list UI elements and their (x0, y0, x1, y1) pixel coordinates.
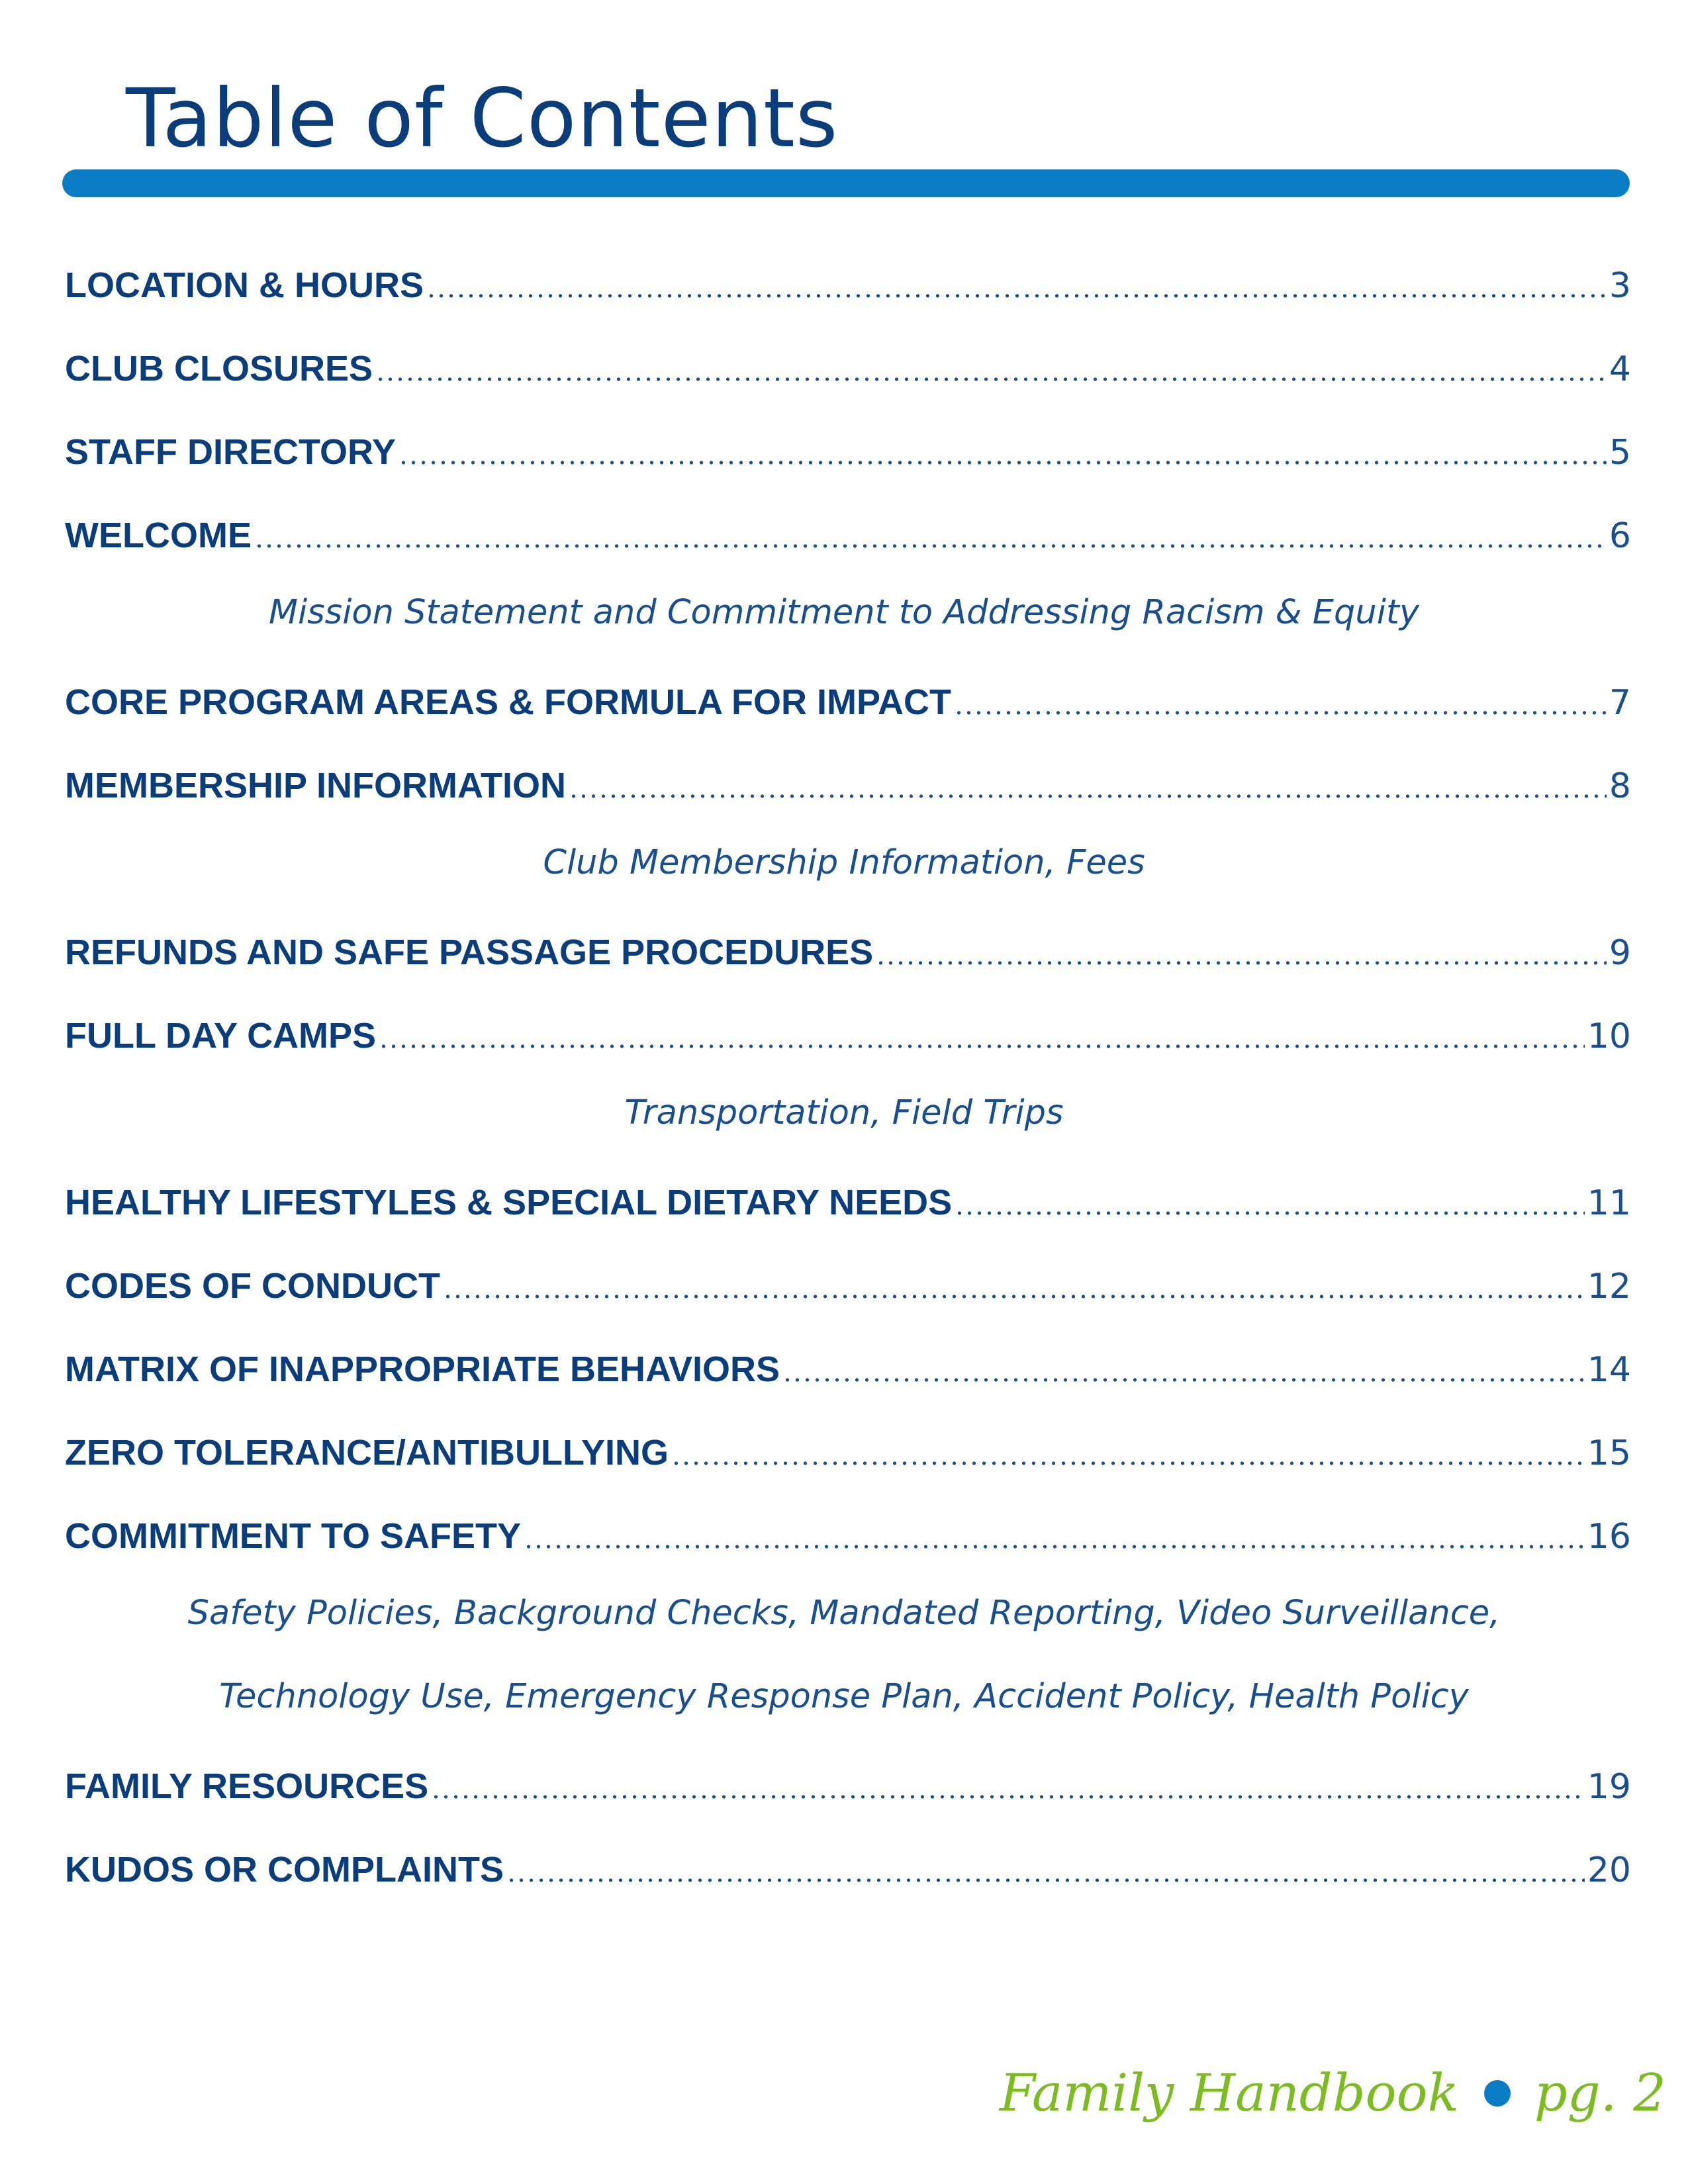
toc-entry-label: KUDOS OR COMPLAINTS (65, 1850, 504, 1889)
toc-entry-label: HEALTHY LIFESTYLES & SPECIAL DIETARY NEEDS (65, 1183, 953, 1222)
toc-entry-page: 9 (1609, 933, 1631, 973)
toc-entry-label: REFUNDS AND SAFE PASSAGE PROCEDURES (65, 933, 874, 972)
toc-entry-page: 15 (1587, 1433, 1631, 1473)
toc-entry-page: 8 (1609, 766, 1631, 806)
toc-entry-page: 7 (1609, 683, 1631, 723)
toc-entry-club-closures[interactable] (65, 340, 1631, 387)
toc-entry-page: 14 (1587, 1350, 1631, 1390)
dot-leader (426, 294, 1607, 298)
toc-entry-welcome[interactable] (65, 507, 1631, 556)
toc-subtitle-camps: Transportation, Field Trips (624, 1093, 1064, 1132)
dot-leader (671, 1461, 1585, 1465)
dot-leader (375, 377, 1607, 381)
toc-entry-matrix-inappropriate-behaviors[interactable] (65, 1341, 1631, 1390)
dot-leader (379, 1044, 1585, 1048)
toc-entry-codes-of-conduct[interactable] (65, 1257, 1631, 1304)
dot-leader (524, 1545, 1585, 1549)
toc-entry-zero-tolerance[interactable] (65, 1424, 1631, 1471)
toc-entry-label: FULL DAY CAMPS (65, 1016, 377, 1056)
dot-leader (876, 961, 1607, 965)
toc-entry-family-resources[interactable] (65, 1758, 1631, 1807)
dot-leader (506, 1878, 1585, 1882)
dot-leader (954, 711, 1607, 715)
page-footer (1000, 2064, 1666, 2123)
toc-subtitle-membership: Club Membership Information, Fees (543, 843, 1145, 882)
toc-subtitle-safety-line-2: Technology Use, Emergency Response Plan, Accident Policy, Health Policy (219, 1677, 1469, 1716)
dot-leader (399, 461, 1607, 465)
toc-entry-page: 11 (1587, 1183, 1631, 1223)
toc-entry-page: 20 (1587, 1850, 1631, 1890)
toc-entry-page: 4 (1609, 349, 1631, 389)
toc-entry-page: 5 (1609, 433, 1631, 473)
toc-entry-label: FAMILY RESOURCES (65, 1766, 429, 1806)
toc-entry-label: CORE PROGRAM AREAS & FORMULA FOR IMPACT (65, 682, 951, 722)
dot-leader (443, 1295, 1585, 1298)
toc-entry-label: WELCOME (65, 516, 252, 555)
toc-entry-healthy-lifestyles[interactable] (65, 1174, 1631, 1223)
toc-subtitle-welcome: Mission Statement and Commitment to Addressing Racism & Equity (268, 593, 1420, 632)
toc-entry-membership-information[interactable] (65, 757, 1631, 806)
dot-leader (569, 794, 1607, 798)
page-title: Table of Contents (126, 71, 839, 165)
toc-entry-label: ZERO TOLERANCE/ANTIBULLYING (65, 1433, 669, 1473)
toc-entry-label: MEMBERSHIP INFORMATION (65, 766, 567, 805)
toc-entry-refunds-safe-passage[interactable] (65, 924, 1631, 973)
toc-entry-full-day-camps[interactable] (65, 1007, 1631, 1054)
toc-entry-page: 19 (1587, 1767, 1631, 1807)
toc-entry-label: LOCATION & HOURS (65, 265, 424, 305)
footer-handbook-title: Family Handbook (1000, 2064, 1459, 2123)
toc-entry-page: 10 (1587, 1017, 1631, 1056)
toc-entry-location-hours[interactable] (65, 257, 1631, 306)
toc-entry-label: COMMITMENT TO SAFETY (65, 1516, 521, 1556)
toc-entry-page: 12 (1587, 1267, 1631, 1306)
toc-entry-label: CLUB CLOSURES (65, 349, 373, 388)
dot-leader (431, 1795, 1585, 1799)
footer-separator-dot-icon (1484, 2080, 1511, 2107)
toc-entry-kudos-or-complaints[interactable] (65, 1841, 1631, 1888)
footer-page-number: pg. 2 (1534, 2064, 1666, 2123)
toc-entry-staff-directory[interactable] (65, 424, 1631, 473)
toc-entry-core-program-areas[interactable] (65, 674, 1631, 723)
toc-entry-label: CODES OF CONDUCT (65, 1266, 440, 1306)
toc-entry-commitment-to-safety[interactable] (65, 1508, 1631, 1557)
toc-entry-page: 3 (1609, 266, 1631, 306)
toc-entry-label: MATRIX OF INAPPROPRIATE BEHAVIORS (65, 1349, 780, 1389)
toc-subtitle-safety-line-1: Safety Policies, Background Checks, Mandated Reporting, Video Surveillance, (187, 1594, 1501, 1633)
toc-entry-page: 6 (1609, 516, 1631, 556)
dot-leader (782, 1378, 1585, 1382)
dot-leader (955, 1211, 1585, 1215)
title-underline-bar (62, 169, 1630, 197)
toc-entry-page: 16 (1587, 1517, 1631, 1557)
dot-leader (254, 544, 1607, 548)
toc-entry-label: STAFF DIRECTORY (65, 432, 397, 472)
